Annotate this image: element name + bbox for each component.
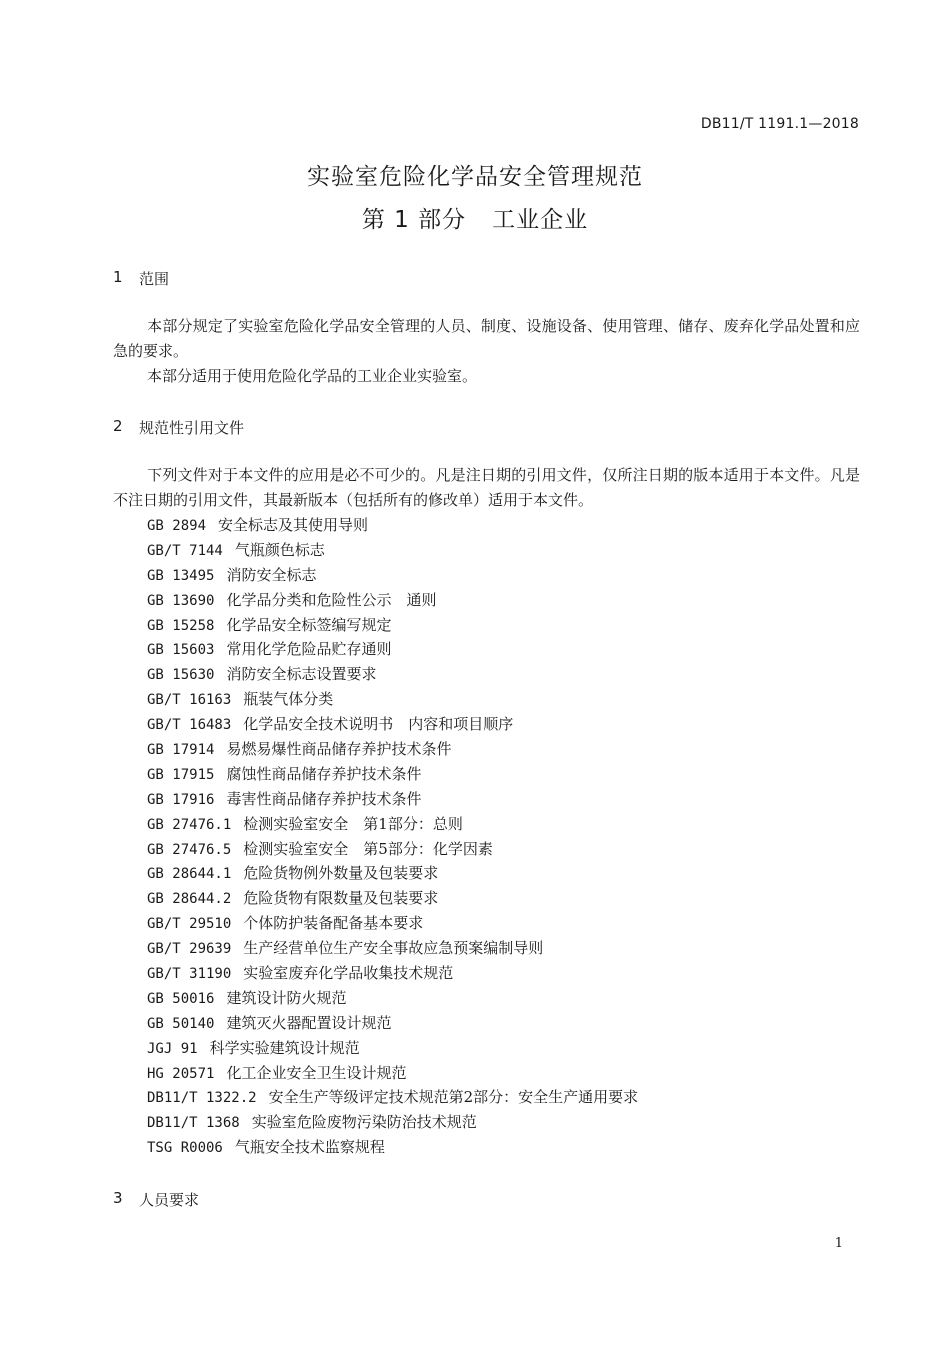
references-intro-text: 下列文件对于本文件的应用是必不可少的。凡是注日期的引用文件，仅所注日期的版本适用于本文件。凡是不注日期的引用文件，其最新版本（包括所有的修改单）适用于本文件。 xyxy=(113,466,860,509)
reference-code: GB/T 7144 xyxy=(147,542,223,559)
reference-item xyxy=(147,1061,638,1086)
section-heading-personnel xyxy=(113,1189,199,1210)
subtitle-part: 第 1 部分 xyxy=(361,207,467,233)
reference-title: 个体防护装备配备基本要求 xyxy=(243,914,424,933)
reference-title: 建筑灭火器配置设计规范 xyxy=(226,1013,392,1032)
reference-item xyxy=(147,588,638,613)
reference-item xyxy=(147,1011,638,1036)
reference-title: 检测实验室安全 第5部分：化学因素 xyxy=(243,839,493,858)
reference-title: 化学品安全标签编写规定 xyxy=(226,615,392,634)
reference-code: GB 50016 xyxy=(147,990,215,1007)
reference-item xyxy=(147,563,638,588)
reference-item xyxy=(147,1036,638,1061)
reference-item xyxy=(147,538,638,563)
reference-title: 科学实验建筑设计规范 xyxy=(209,1038,360,1057)
section-number: 3 xyxy=(113,1189,123,1207)
reference-item xyxy=(147,812,638,837)
reference-item xyxy=(147,961,638,986)
section-number: 1 xyxy=(113,268,123,286)
reference-code: GB 17916 xyxy=(147,791,215,808)
reference-title: 化学品安全技术说明书 内容和项目顺序 xyxy=(243,715,514,734)
reference-title: 消防安全标志 xyxy=(226,565,317,584)
reference-title: 消防安全标志设置要求 xyxy=(226,665,377,684)
section-title: 范围 xyxy=(139,270,170,288)
reference-item xyxy=(147,613,638,638)
reference-item xyxy=(147,1085,638,1110)
reference-code: GB 17914 xyxy=(147,742,215,759)
reference-title: 实验室危险废物污染防治技术规范 xyxy=(251,1113,477,1132)
subtitle-name: 工业企业 xyxy=(492,207,589,233)
reference-title: 常用化学危险品贮存通则 xyxy=(226,640,392,659)
reference-code: GB 28644.2 xyxy=(147,891,232,908)
reference-item xyxy=(147,762,638,787)
reference-code: DB11/T 1368 xyxy=(147,1115,240,1132)
reference-item xyxy=(147,986,638,1011)
reference-title: 气瓶颜色标志 xyxy=(234,540,325,559)
reference-code: GB 50140 xyxy=(147,1015,215,1032)
page-number: 1 xyxy=(834,1236,843,1251)
reference-code: GB 13690 xyxy=(147,592,215,609)
scope-paragraph-2 xyxy=(113,364,860,389)
reference-item xyxy=(147,1135,638,1160)
document-subtitle xyxy=(0,201,950,234)
reference-title: 危险货物有限数量及包装要求 xyxy=(243,889,439,908)
reference-code: DB11/T 1322.2 xyxy=(147,1090,257,1107)
reference-title: 安全标志及其使用导则 xyxy=(218,516,369,534)
section-title: 人员要求 xyxy=(139,1191,200,1209)
reference-item xyxy=(147,911,638,936)
reference-code: GB/T 16163 xyxy=(147,692,232,709)
reference-code: HG 20571 xyxy=(147,1065,215,1082)
reference-code: GB 15603 xyxy=(147,642,215,659)
section-number: 2 xyxy=(113,417,123,435)
reference-code: GB 15258 xyxy=(147,617,215,634)
reference-title: 危险货物例外数量及包装要求 xyxy=(243,864,439,883)
reference-item xyxy=(147,861,638,886)
reference-item xyxy=(147,737,638,762)
reference-code: GB 13495 xyxy=(147,567,215,584)
reference-item xyxy=(147,687,638,712)
reference-code: GB 2894 xyxy=(147,518,207,534)
reference-code: GB 27476.5 xyxy=(147,841,232,858)
reference-item xyxy=(147,513,638,538)
reference-code: TSG R0006 xyxy=(147,1140,223,1157)
reference-code: GB/T 29639 xyxy=(147,941,232,958)
section-heading-references xyxy=(113,417,244,438)
reference-item xyxy=(147,787,638,812)
reference-code: GB 27476.1 xyxy=(147,816,232,833)
reference-title: 瓶装气体分类 xyxy=(243,690,334,709)
reference-list xyxy=(147,513,638,1160)
reference-item xyxy=(147,1110,638,1135)
reference-code: GB 15630 xyxy=(147,667,215,684)
reference-code: GB/T 29510 xyxy=(147,916,232,933)
reference-title: 腐蚀性商品储存养护技术条件 xyxy=(226,764,422,783)
document-title: 实验室危险化学品安全管理规范 xyxy=(307,164,643,190)
reference-item xyxy=(147,936,638,961)
reference-title: 气瓶安全技术监察规程 xyxy=(234,1138,385,1157)
reference-item xyxy=(147,637,638,662)
reference-title: 易燃易爆性商品储存养护技术条件 xyxy=(226,740,452,759)
reference-title: 检测实验室安全 第1部分：总则 xyxy=(243,814,463,833)
reference-title: 化学品分类和危险性公示 通则 xyxy=(226,590,437,609)
section-heading-scope xyxy=(113,268,169,289)
scope-text-1: 本部分规定了实验室危险化学品安全管理的人员、制度、设施设备、使用管理、储存、废弃化学品处置和应急的要求。 xyxy=(113,317,860,360)
reference-item xyxy=(147,712,638,737)
reference-code: GB/T 31190 xyxy=(147,966,232,983)
reference-item xyxy=(147,662,638,687)
section-title: 规范性引用文件 xyxy=(139,419,245,437)
reference-item xyxy=(147,886,638,911)
document-code: DB11/T 1191.1—2018 xyxy=(700,116,859,132)
scope-paragraph-1 xyxy=(113,314,860,364)
reference-code: GB 28644.1 xyxy=(147,866,232,883)
reference-code: JGJ 91 xyxy=(147,1040,198,1057)
references-intro xyxy=(113,463,860,513)
scope-text-2: 本部分适用于使用危险化学品的工业企业实验室。 xyxy=(147,367,478,385)
reference-code: GB 17915 xyxy=(147,766,215,783)
reference-title: 毒害性商品储存养护技术条件 xyxy=(226,789,422,808)
reference-title: 化工企业安全卫生设计规范 xyxy=(226,1063,407,1082)
reference-item xyxy=(147,837,638,862)
reference-title: 生产经营单位生产安全事故应急预案编制导则 xyxy=(243,939,544,958)
reference-title: 实验室废弃化学品收集技术规范 xyxy=(243,964,454,983)
reference-title: 建筑设计防火规范 xyxy=(226,988,347,1007)
reference-title: 安全生产等级评定技术规范第2部分：安全生产通用要求 xyxy=(268,1088,639,1107)
reference-code: GB/T 16483 xyxy=(147,717,232,734)
